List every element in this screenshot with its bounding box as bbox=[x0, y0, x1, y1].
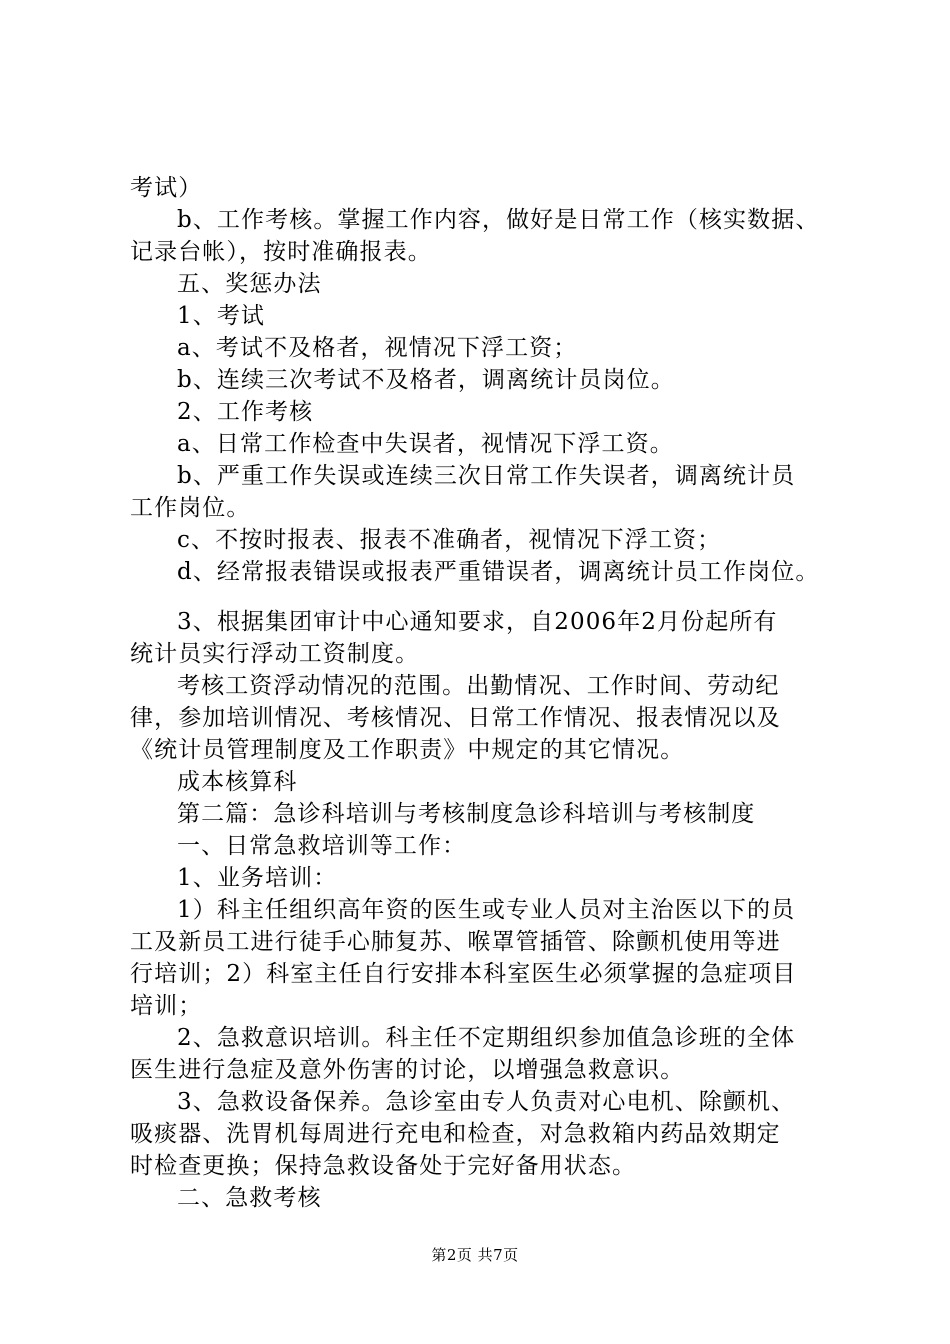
text-line: 医生进行急症及意外伤害的讨论，以增强急救意识。 bbox=[130, 1057, 685, 1083]
text-line: 行培训；2）科室主任自行安排本科室医生必须掌握的急症项目 bbox=[130, 961, 797, 987]
text-line: 吸痰器、洗胃机每周进行充电和检查，对急救箱内药品效期定 bbox=[130, 1121, 781, 1147]
text-line: b、严重工作失误或连续三次日常工作失误者，调离统计员 bbox=[177, 463, 796, 489]
text-line: 2、工作考核 bbox=[177, 399, 314, 425]
text-line: 第二篇：急诊科培训与考核制度急诊科培训与考核制度 bbox=[177, 801, 756, 827]
text-line: 《统计员管理制度及工作职责》中规定的其它情况。 bbox=[130, 737, 685, 763]
text-line: c、不按时报表、报表不准确者，视情况下浮工资； bbox=[177, 527, 722, 553]
text-line: 2、急救意识培训。科主任不定期组织参加值急诊班的全体 bbox=[177, 1025, 796, 1051]
text-line: b、工作考核。掌握工作内容，做好是日常工作（核实数据、 bbox=[177, 207, 820, 233]
text-line: a、日常工作检查中失误者，视情况下浮工资。 bbox=[177, 431, 674, 457]
text-line: 培训； bbox=[130, 993, 203, 1019]
text-line: d、经常报表错误或报表严重错误者，调离统计员工作岗位。 bbox=[177, 559, 820, 585]
text-line: 时检查更换；保持急救设备处于完好备用状态。 bbox=[130, 1153, 637, 1179]
text-line: 1）科主任组织高年资的医生或专业人员对主治医以下的员 bbox=[177, 897, 796, 923]
text-line: 一、日常急救培训等工作： bbox=[177, 833, 467, 859]
text-line: 考试） bbox=[130, 175, 203, 201]
text-line: 统计员实行浮动工资制度。 bbox=[130, 641, 420, 667]
text-line: b、连续三次考试不及格者，调离统计员岗位。 bbox=[177, 367, 675, 393]
text-line: 1、考试 bbox=[177, 303, 266, 329]
text-line: 二、急救考核 bbox=[177, 1185, 322, 1211]
document-body bbox=[130, 172, 855, 1214]
text-line: 成本核算科 bbox=[177, 769, 298, 795]
text-line: 工作岗位。 bbox=[130, 495, 251, 521]
text-line: 记录台帐），按时准确报表。 bbox=[130, 239, 432, 265]
text-line: 3、急救设备保养。急诊室由专人负责对心电机、除颤机、 bbox=[177, 1089, 796, 1115]
paragraph-gap bbox=[130, 588, 855, 606]
text-line: 五、奖惩办法 bbox=[177, 271, 322, 297]
text-line: 考核工资浮动情况的范围。出勤情况、工作时间、劳动纪 bbox=[177, 673, 780, 699]
text-line: 1、业务培训： bbox=[177, 865, 338, 891]
page-footer: 第2页 共7页 bbox=[431, 1246, 519, 1264]
text-line: 工及新员工进行徒手心肺复苏、喉罩管插管、除颤机使用等进 bbox=[130, 929, 781, 955]
text-line: 律，参加培训情况、考核情况、日常工作情况、报表情况以及 bbox=[130, 705, 781, 731]
text-line: a、考试不及格者，视情况下浮工资； bbox=[177, 335, 578, 361]
text-line: 3、根据集团审计中心通知要求，自2006年2月份起所有 bbox=[177, 609, 778, 635]
